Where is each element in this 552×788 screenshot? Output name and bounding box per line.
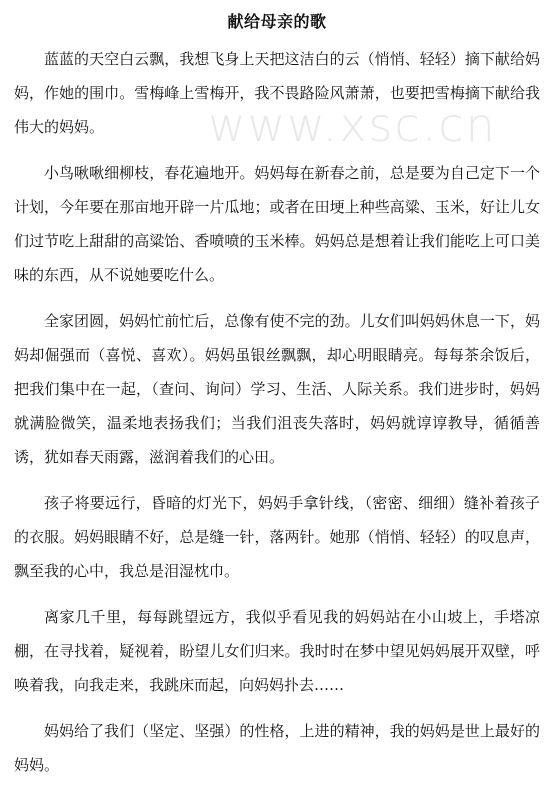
paragraph-5: 离家几千里，每每跳望远方，我似乎看见我的妈妈站在小山坡上，手塔凉棚，在寻找着，疑视着，盼望儿女们归来。我时时在梦中望见妈妈展开双壁，呼唤着我，向我走来，我跳床而起，向妈妈扑去……: [14, 608, 540, 694]
document-title: 献给母亲的歌: [227, 12, 327, 31]
document-body: [14, 42, 540, 782]
paragraph-1: 蓝蓝的天空白云飘，我想飞身上天把这洁白的云（悄悄、轻轻）摘下献给妈妈，作她的围巾。雪梅峰上雪梅开，我不畏路险风萧萧，也要把雪梅摘下献给我伟大的妈妈。: [14, 50, 540, 136]
website-watermark: www.xsc.cn: [208, 98, 497, 152]
paragraph-2: 小鸟啾啾细柳枝，春花遍地开。妈妈每在新春之前，总是要为自己定下一个计划，今年要在那亩地开辟一片瓜地；或者在田埂上种些高粱、玉米，好让儿女们过节吃上甜甜的高粱饴、香喷喷的玉米棒。妈妈总是想着让我们能吃上可口美味的东西，从不说她要吃什么。: [14, 164, 540, 284]
paragraph-4: 孩子将要远行，昏暗的灯光下，妈妈手拿针线，（密密、细细）缝补着孩子的衣服。妈妈眼睛不好，总是缝一针，落两针。她那（悄悄、轻轻）的叹息声，飘至我的心中，我总是泪湿枕巾。: [14, 494, 540, 580]
paragraph-6: 妈妈给了我们（坚定、坚强）的性格，上进的精神，我的妈妈是世上最好的妈妈。: [14, 722, 540, 774]
paragraph-3: 全家团圆，妈妈忙前忙后，总像有使不完的劲。儿女们叫妈妈休息一下，妈妈却倔强而（喜悦、喜欢）。妈妈虽银丝飘飘，却心明眼睛亮。每每茶余饭后，把我们集中在一起，（查问、询问）学习、生活、人际关系。我们进步时，妈妈就满脸微笑，温柔地表扬我们；当我们沮丧失落时，妈妈就谆谆教导，循循善诱，犹如春天雨露，滋润着我们的心田。: [14, 312, 540, 466]
